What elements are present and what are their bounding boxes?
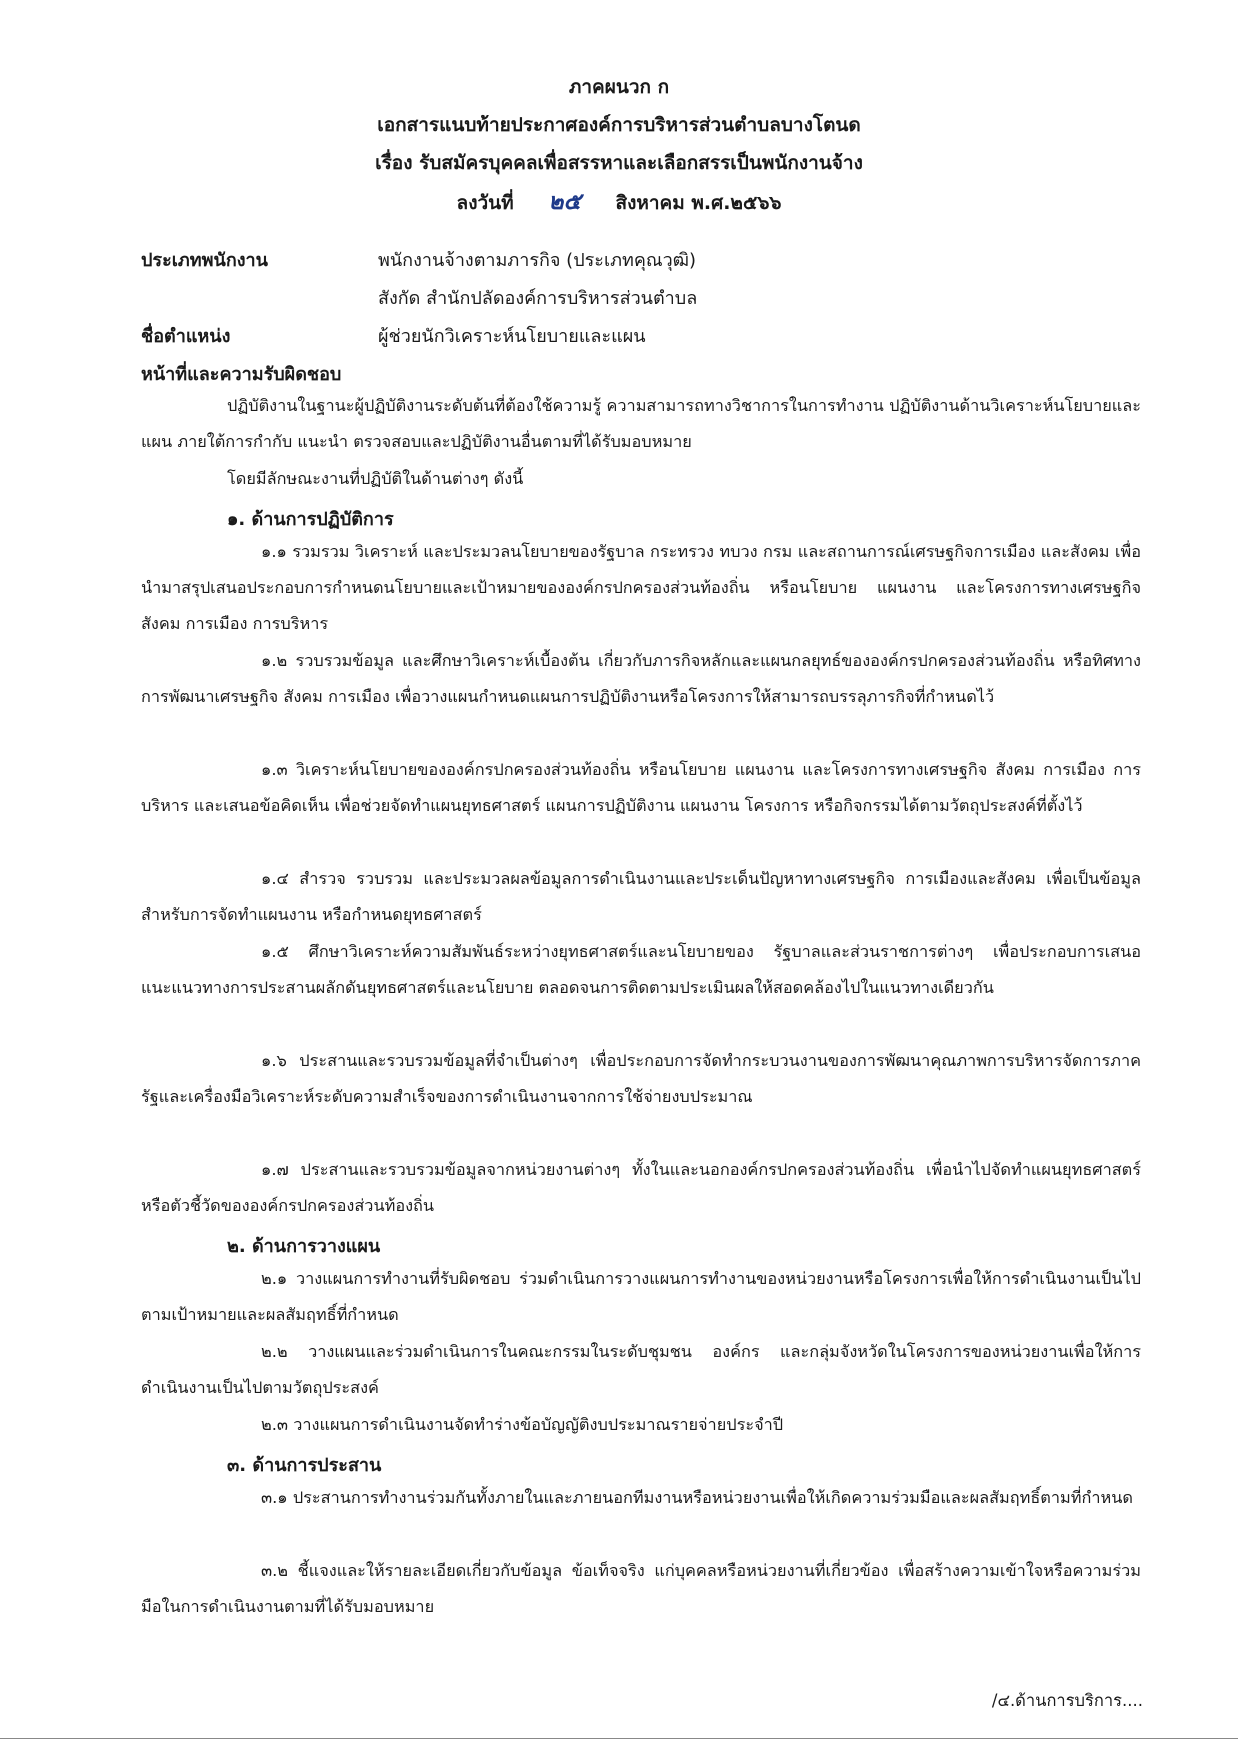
item-1-2: ๑.๒ รวบรวมข้อมูล และศึกษาวิเคราะห์เบื้องต้น เกี่ยวกับภารกิจหลักและแผนกลยุทธ์ขององค์กรปกครองส่วนท้องถิ่น หรือทิศทางการพัฒนาเศรษฐกิจ สังคม การเมือง เพื่อวางแผนกำหนดแผนการปฏิบัติงานหรือโครงการให้สามารถบรรลุภารกิจที่กำหนดไว้ — [141, 651, 1141, 706]
intro-paragraph: ปฏิบัติงานในฐานะผู้ปฏิบัติงานระดับต้นที่ต้องใช้ความรู้ ความสามารถทางวิชาการในการทำงาน ปฏิบัติงานด้านวิเคราะห์นโยบายและแผน ภายใต้การกำกับ แนะนำ ตรวจสอบและปฏิบัติงานอื่นตามที่ได้รับมอบหมาย — [141, 396, 1141, 451]
item-2-3: ๒.๓ วางแผนการดำเนินงานจัดทำร่างข้อบัญญัติงบประมาณรายจ่ายประจำปี — [261, 1415, 784, 1434]
subject-line: เรื่อง รับสมัครบุคคลเพื่อสรรหาและเลือกสรรเป็นพนักงานจ้าง — [375, 152, 863, 174]
date-prefix: ลงวันที่ — [456, 192, 514, 214]
employee-type-value: พนักงานจ้างตามภารกิจ (ประเภทคุณวุฒิ) — [378, 250, 696, 271]
item-1-1: ๑.๑ รวมรวม วิเคราะห์ และประมวลนโยบายของรัฐบาล กระทรวง ทบวง กรม และสถานการณ์เศรษฐกิจการเมือง และสังคม เพื่อนำมาสรุปเสนอประกอบการกำหนดนโยบายและเป้าหมายขององค์กรปกครองส่วนท้องถิ่น หรือนโยบาย แผนงาน และโครงการทางเศรษฐกิจ สังคม การเมือง การบริหาร — [141, 542, 1141, 633]
section-2-title: ๒. ด้านการวางแผน — [227, 1236, 381, 1257]
item-1-4: ๑.๔ สำรวจ รวบรวม และประมวลผลข้อมูลการดำเนินงานและประเด็นปัญหาทางเศรษฐกิจ การเมืองและสังคม เพื่อเป็นข้อมูลสำหรับการจัดทำแผนงาน หรือกำหนดยุทธศาสตร์ — [141, 869, 1141, 924]
date-line — [0, 184, 1238, 220]
appendix-title: ภาคผนวก ก — [568, 76, 670, 98]
item-1-5: ๑.๕ ศึกษาวิเคราะห์ความสัมพันธ์ระหว่างยุทธศาสตร์และนโยบายของ รัฐบาลและส่วนราชการต่างๆ เพื่อประกอบการเสนอแนะแนวทางการประสานผลักดันยุทธศาสตร์และนโยบาย ตลอดจนการติดตามประเมินผลให้สอดคล้องไปในแนวทางเดียวกัน — [141, 942, 1141, 997]
continuation-note: /๔.ด้านการบริการ.... — [991, 1691, 1143, 1710]
date-day-handwritten: ๒๕ — [548, 189, 581, 215]
position-label: ชื่อตำแหน่ง — [141, 326, 231, 347]
duties-heading: หน้าที่และความรับผิดชอบ — [141, 364, 342, 385]
document-title: เอกสารแนบท้ายประกาศองค์การบริหารส่วนตำบลบางโตนด — [377, 114, 861, 136]
item-1-3: ๑.๓ วิเคราะห์นโยบายขององค์กรปกครองส่วนท้องถิ่น หรือนโยบาย แผนงาน และโครงการทางเศรษฐกิจ สังคม การเมือง การบริหาร และเสนอข้อคิดเห็น เพื่อช่วยจัดทำแผนยุทธศาสตร์ แผนการปฏิบัติงาน แผนงาน โครงการ หรือกิจกรรมได้ตามวัตถุประสงค์ที่ตั้งไว้ — [141, 760, 1141, 815]
page-edge-line — [0, 1738, 1238, 1739]
item-2-2: ๒.๒ วางแผนและร่วมดำเนินการในคณะกรรมในระดับชุมชน องค์กร และกลุ่มจังหวัดในโครงการของหน่วยงานเพื่อให้การดำเนินงานเป็นไปตามวัตถุประสงค์ — [141, 1342, 1141, 1397]
intro-paragraph-2: โดยมีลักษณะงานที่ปฏิบัติในด้านต่างๆ ดังนี้ — [227, 469, 524, 488]
item-3-1: ๓.๑ ประสานการทำงานร่วมกันทั้งภายในและภายนอกทีมงานหรือหน่วยงานเพื่อให้เกิดความร่วมมือและผลสัมฤทธิ์ตามที่กำหนด — [261, 1488, 1133, 1507]
item-3-2: ๓.๒ ชี้แจงและให้รายละเอียดเกี่ยวกับข้อมูล ข้อเท็จจริง แก่บุคคลหรือหน่วยงานที่เกี่ยวข้อง เพื่อสร้างความเข้าใจหรือความร่วมมือในการดำเนินงานตามที่ได้รับมอบหมาย — [141, 1561, 1141, 1616]
item-1-7: ๑.๗ ประสานและรวบรวมข้อมูลจากหน่วยงานต่างๆ ทั้งในและนอกองค์กรปกครองส่วนท้องถิ่น เพื่อนำไปจัดทำแผนยุทธศาสตร์หรือตัวชี้วัดขององค์กรปกครองส่วนท้องถิ่น — [141, 1160, 1141, 1215]
position-value: ผู้ช่วยนักวิเคราะห์นโยบายและแผน — [378, 326, 646, 347]
date-suffix: สิงหาคม พ.ศ.๒๕๖๖ — [615, 192, 782, 214]
item-1-6: ๑.๖ ประสานและรวบรวมข้อมูลที่จำเป็นต่างๆ เพื่อประกอบการจัดทำกระบวนงานของการพัฒนาคุณภาพการบริหารจัดการภาครัฐและเครื่องมือวิเคราะห์ระดับความสำเร็จของการดำเนินงานจากการใช้จ่ายงบประมาณ — [141, 1051, 1141, 1106]
section-3-title: ๓. ด้านการประสาน — [227, 1455, 382, 1476]
section-1-title: ๑. ด้านการปฏิบัติการ — [227, 509, 394, 530]
employee-type-label: ประเภทพนักงาน — [141, 250, 268, 271]
item-2-1: ๒.๑ วางแผนการทำงานที่รับผิดชอบ ร่วมดำเนินการวางแผนการทำงานของหน่วยงานหรือโครงการเพื่อให้การดำเนินงานเป็นไปตามเป้าหมายและผลสัมฤทธิ์ที่กำหนด — [141, 1269, 1141, 1324]
affiliation-value: สังกัด สำนักปลัดองค์การบริหารส่วนตำบล — [378, 288, 698, 309]
